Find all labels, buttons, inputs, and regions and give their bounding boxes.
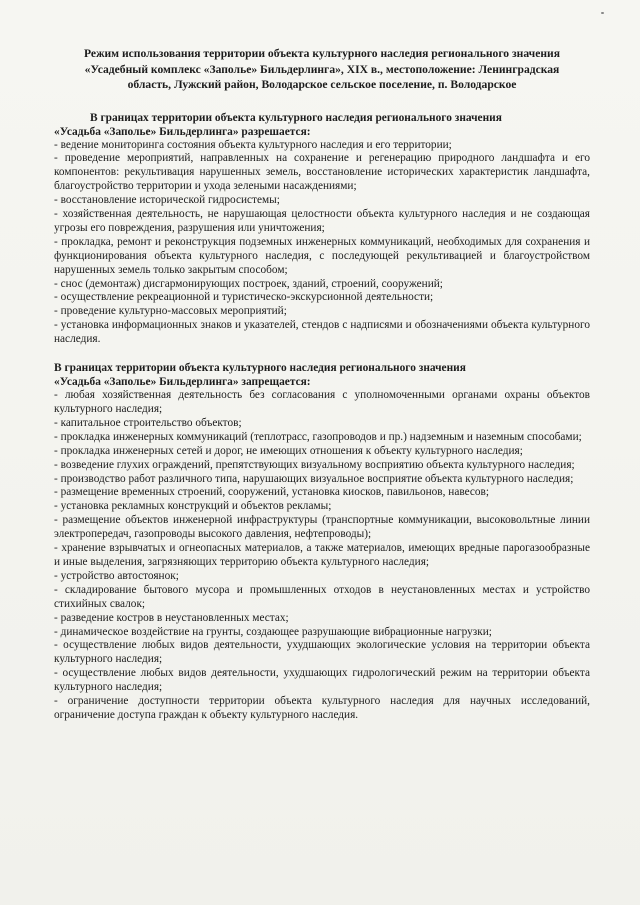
allowed-heading [54, 111, 590, 139]
list-item: - складирование бытового мусора и промышленных отходов в неустановленных местах и устройство стихийных свалок; [54, 583, 590, 610]
title-line: «Усадебный комплекс «Заполье» Бильдерлинга», XIX в., местоположение: Ленинградская [84, 62, 560, 76]
list-item: - хозяйственная деятельность, не нарушающая целостности объекта культурного наследия и не создающая угрозы его повреждения, разрушения или уничтожения; [54, 208, 590, 234]
list-item: - осуществление рекреационной и туристическо-экскурсионной деятельности; [54, 291, 434, 304]
forbidden-list [54, 389, 590, 723]
allowed-heading-line2: «Усадьба «Заполье» Бильдерлинга» разрешается: [54, 125, 311, 138]
title-line: область, Лужский район, Володарское сельское поселение, п. Володарское [127, 78, 517, 91]
title-line: Режим использования территории объекта культурного наследия регионального значения [84, 47, 560, 60]
list-item: - любая хозяйственная деятельность без согласования с уполномоченными органами охраны объектов культурного наследия; [54, 389, 590, 415]
list-item: - прокладка, ремонт и реконструкция подземных инженерных коммуникаций, необходимых для сохранения и функционирования объекта культурного наследия, с последующей рекультивацией и благоустройством нарушенных земель только закрытым способом; [54, 235, 590, 276]
list-item: - установка рекламных конструкций и объектов рекламы; [54, 500, 332, 513]
list-item: - прокладка инженерных коммуникаций (теплотрасс, газопроводов и пр.) надземным и наземным способами; [54, 430, 582, 443]
list-item: - прокладка инженерных сетей и дорог, не имеющих отношения к объекту культурного наследия; [54, 444, 523, 457]
list-item: - восстановление исторической гидросистемы; [54, 194, 280, 207]
list-item: - хранение взрывчатых и огнеопасных материалов, а также материалов, имеющих вредные парогазообразные и иные выделения, загрязняющих территорию объекта культурного наследия; [54, 542, 590, 568]
list-item: - размещение объектов инженерной инфраструктуры (транспортные коммуникации, высоковольтные линии электропередач, газопроводы высокого давления, нефтепроводы); [54, 514, 590, 541]
list-item: - проведение мероприятий, направленных на сохранение и регенерацию природного ландшафта и его компонентов: рекультивация нарушенных земель, восстановление исторических характеристик ландшафта, благоустройство территории и ухода зелеными насаждениями; [54, 152, 590, 193]
list-item: - ограничение доступности территории объекта культурного наследия для научных исследований, ограничение доступа граждан к объекту культурного наследия. [54, 695, 590, 721]
list-item: - динамическое воздействие на грунты, создающее разрушающие вибрационные нагрузки; [54, 625, 492, 638]
allowed-list [54, 139, 590, 348]
document-title [54, 46, 590, 93]
forbidden-heading-line2: «Усадьба «Заполье» Бильдерлинга» запрещается: [54, 376, 311, 389]
allowed-heading-line1: В границах территории объекта культурного наследия регионального значения [90, 111, 502, 124]
list-item: - установка информационных знаков и указателей, стендов с надписями и обозначениями объекта культурного наследия. [54, 319, 590, 346]
forbidden-heading-line1: В границах территории объекта культурного наследия регионального значения [54, 362, 466, 375]
section-gap [54, 347, 590, 361]
list-item: - осуществление любых видов деятельности, ухудшающих гидрологический режим на территории объекта культурного наследия; [54, 667, 590, 694]
list-item: - капитальное строительство объектов; [54, 416, 242, 429]
list-item: - разведение костров в неустановленных местах; [54, 611, 289, 624]
list-item: - осуществление любых видов деятельности, ухудшающих экологические условия на территории объекта культурного наследия; [54, 639, 590, 666]
list-item: - проведение культурно-массовых мероприятий; [54, 305, 287, 318]
scan-speck [601, 12, 604, 14]
list-item: - размещение временных строений, сооружений, установка киосков, павильонов, навесов; [54, 486, 490, 499]
forbidden-section [54, 361, 590, 723]
list-item: - производство работ различного типа, нарушающих визуальное восприятие объекта культурного наследия; [54, 472, 574, 485]
list-item: - ведение мониторинга состояния объекта культурного наследия и его территории; [54, 138, 452, 151]
list-item: - снос (демонтаж) дисгармонирующих построек, зданий, строений, сооружений; [54, 277, 443, 290]
forbidden-heading [54, 361, 590, 389]
list-item: - устройство автостоянок; [54, 569, 179, 582]
allowed-section [54, 111, 590, 348]
list-item: - возведение глухих ограждений, препятствующих визуальному восприятию объекта культурного наследия; [54, 458, 575, 471]
